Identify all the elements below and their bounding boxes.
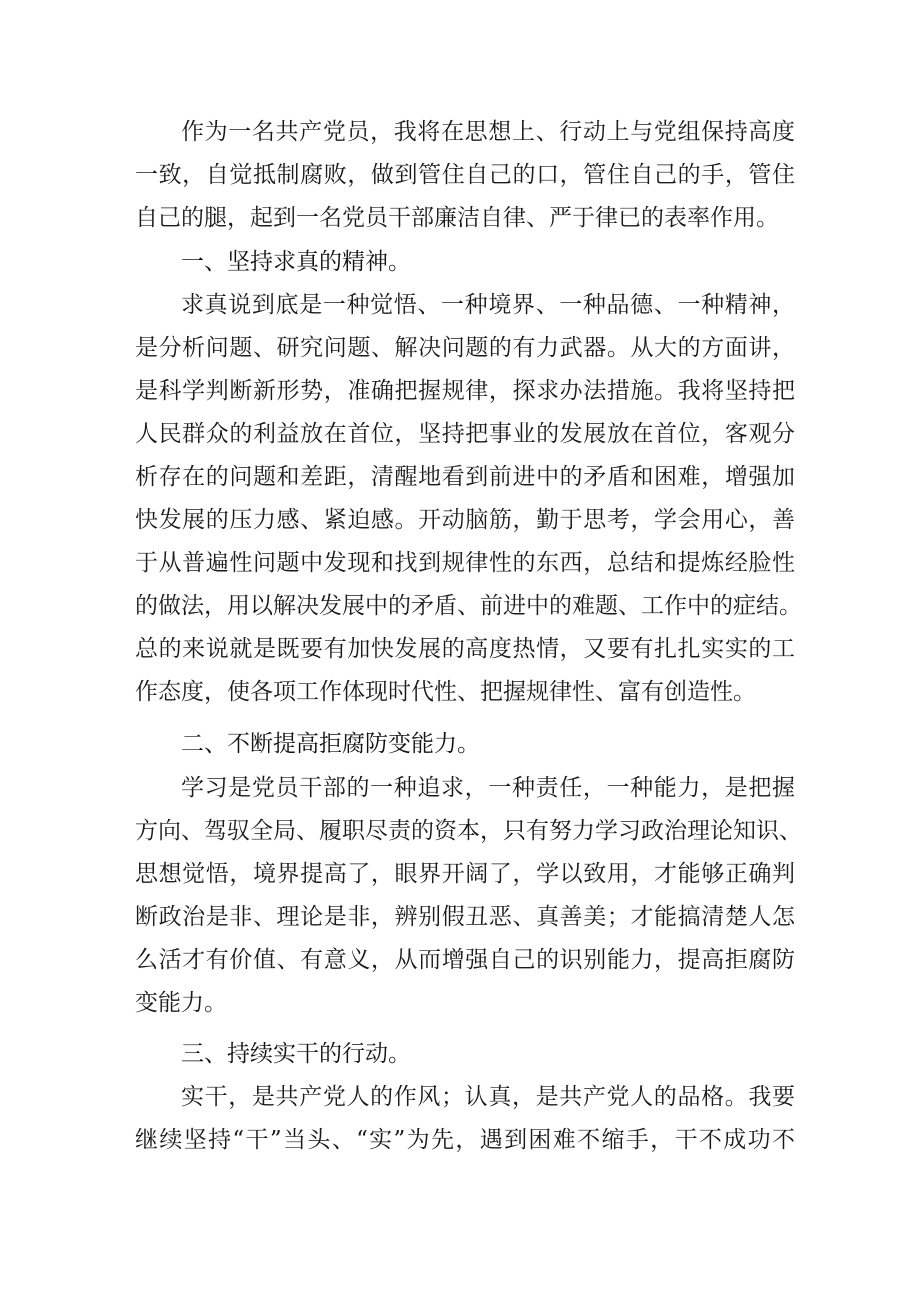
section-2-line-1: 学习是党员干部的一种追求，一种责任，一种能力，是把握 bbox=[181, 775, 795, 801]
section-1-line-9: 总的来说就是既要有加快发展的高度热情，又要有扎扎实实的工 bbox=[135, 636, 795, 662]
section-1-line-1: 求真说到底是一种觉悟、一种境界、一种品德、一种精神， bbox=[181, 292, 795, 318]
section-1-line-8: 的做法，用以解决发展中的矛盾、前进中的难题、工作中的症结。 bbox=[135, 593, 802, 619]
section-2-line-5: 么活才有价值、有意义，从而增强自己的识别能力，提高拒腐防 bbox=[135, 947, 795, 973]
section-1-line-10: 作态度，使各项工作体现时代性、把握规律性、富有创造性。 bbox=[135, 679, 756, 705]
section-2-heading: 二、不断提高拒腐防变能力。 bbox=[181, 731, 480, 757]
section-2-line-6: 变能力。 bbox=[135, 990, 227, 1016]
section-3-line-1: 实干，是共产党人的作风；认真，是共产党人的品格。我要 bbox=[181, 1084, 795, 1110]
intro-line-2: 一致，自觉抵制腐败，做到管住自己的口，管住自己的手，管住 bbox=[135, 162, 795, 188]
section-3-heading: 三、持续实干的行动。 bbox=[181, 1041, 411, 1067]
section-1-line-3: 是科学判断新形势，准确把握规律，探求办法措施。我将坚持把 bbox=[135, 378, 795, 404]
section-2-line-4: 断政治是非、理论是非，辨别假丑恶、真善美；才能搞清楚人怎 bbox=[135, 904, 795, 930]
section-1-line-2: 是分析问题、研究问题、解决问题的有力武器。从大的方面讲， bbox=[135, 335, 795, 361]
section-2-line-2: 方向、驾驭全局、履职尽责的资本，只有努力学习政治理论知识、 bbox=[135, 818, 802, 844]
intro-line-1: 作为一名共产党员，我将在思想上、行动上与党组保持高度 bbox=[181, 119, 795, 145]
section-3-line-2: 继续坚持“干”当头、“实”为先，遇到困难不缩手，干不成功不 bbox=[135, 1127, 795, 1153]
section-1-line-7: 于从普遍性问题中发现和找到规律性的东西，总结和提炼经脸性 bbox=[135, 550, 795, 576]
intro-line-3: 自己的腿，起到一名党员干部廉洁自律、严于律已的表率作用。 bbox=[135, 205, 779, 231]
section-1-line-5: 析存在的问题和差距，清醒地看到前进中的矛盾和困难，增强加 bbox=[135, 464, 795, 490]
section-2-line-3: 思想觉悟，境界提高了，眼界开阔了，学以致用，才能够正确判 bbox=[135, 861, 795, 887]
section-1-line-6: 快发展的压力感、紧迫感。开动脑筋，勤于思考，学会用心，善 bbox=[135, 507, 795, 533]
section-1-line-4: 人民群众的利益放在首位，坚持把事业的发展放在首位，客观分 bbox=[135, 421, 795, 447]
section-1-heading: 一、坚持求真的精神。 bbox=[181, 249, 411, 275]
